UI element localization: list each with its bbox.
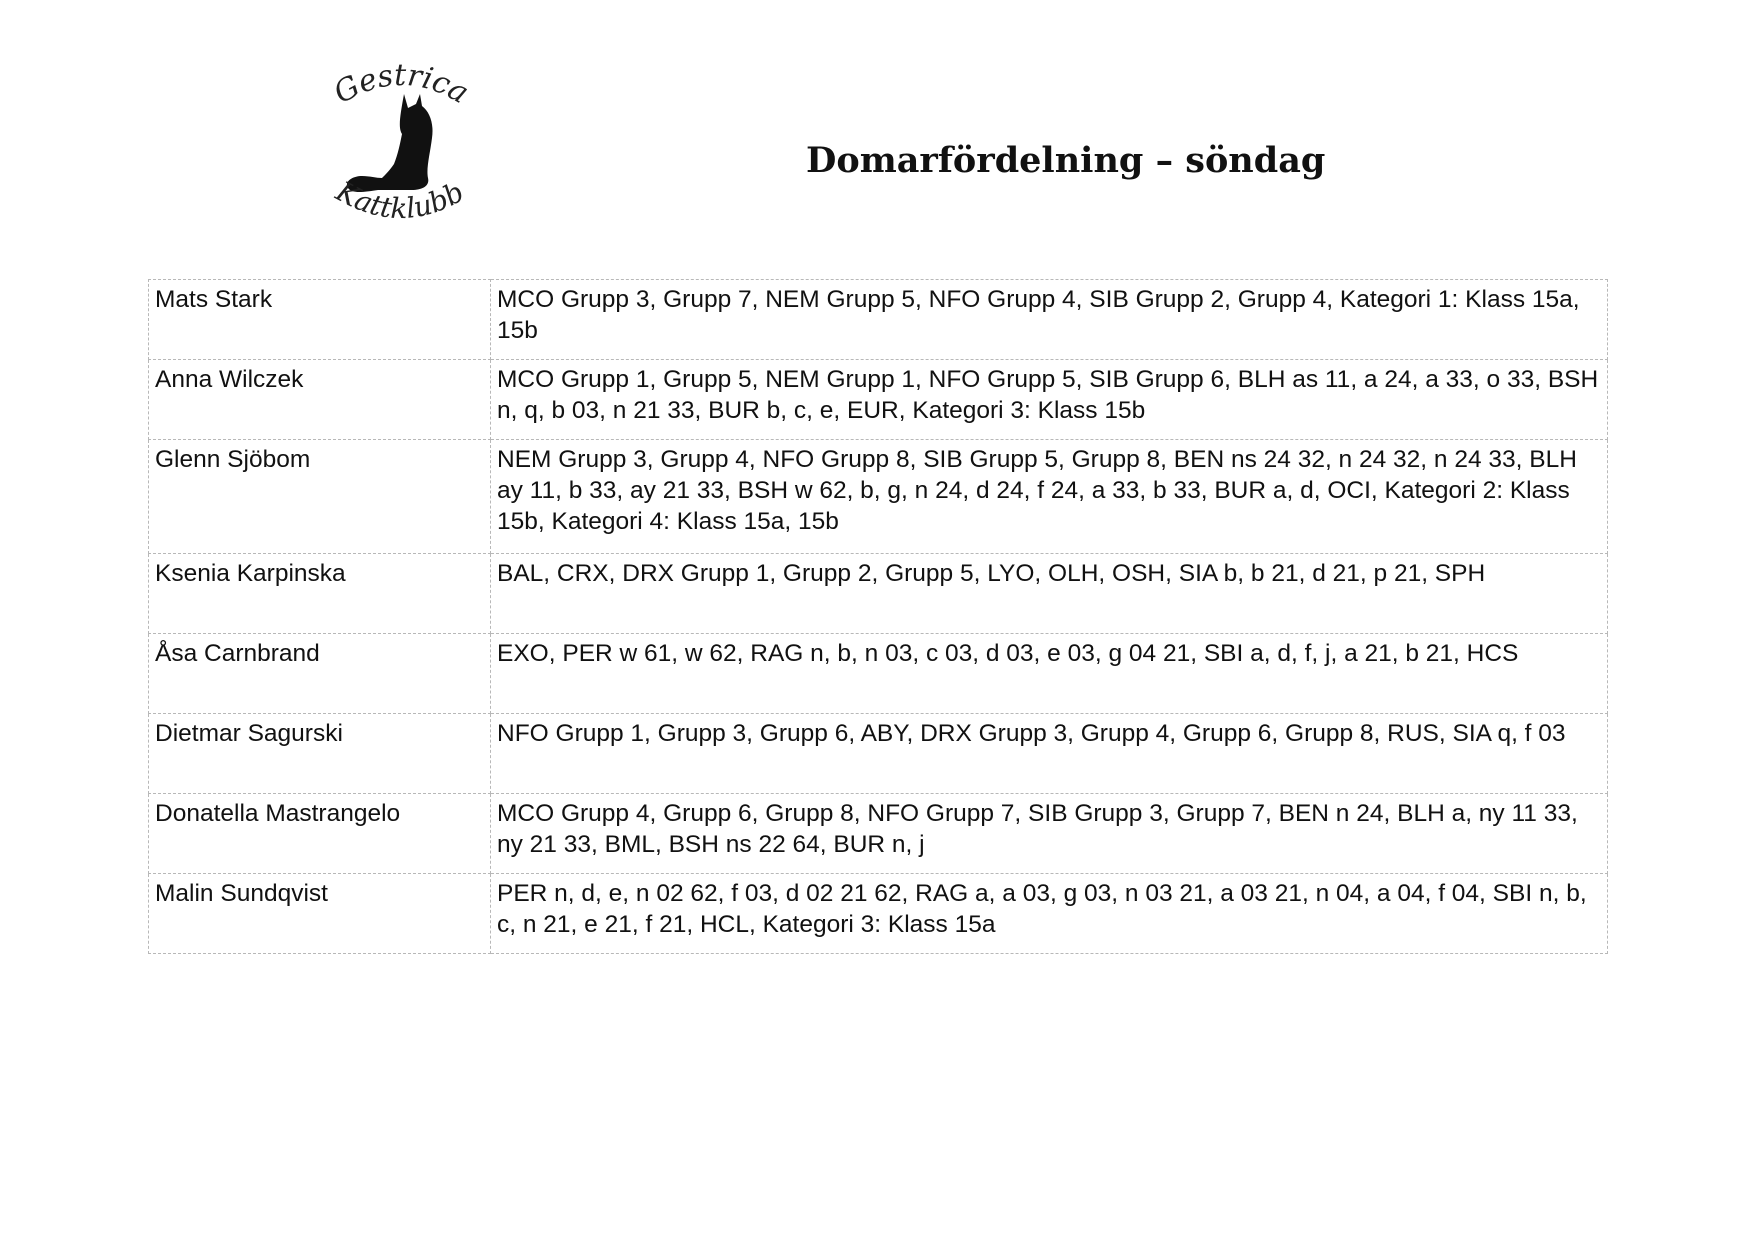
judge-assignment-table [148, 279, 1608, 954]
table-row [149, 794, 1608, 874]
svg-text:Kattklubb: Kattklubb [330, 174, 470, 226]
table-row [149, 714, 1608, 794]
club-logo [318, 64, 488, 234]
table-row [149, 554, 1608, 634]
table-row [149, 280, 1608, 360]
table-row [149, 440, 1608, 554]
judge-name: Malin Sundqvist [149, 874, 491, 954]
judge-assignment: MCO Grupp 3, Grupp 7, NEM Grupp 5, NFO Grupp 4, SIB Grupp 2, Grupp 4, Kategori 1: Klass 15a, 15b [491, 280, 1608, 360]
cat-silhouette-icon [318, 64, 488, 234]
judge-assignment: NEM Grupp 3, Grupp 4, NFO Grupp 8, SIB Grupp 5, Grupp 8, BEN ns 24 32, n 24 32, n 24 33, BLH ay 11, b 33, ay 21 33, BSH w 62, b, g, n 24, d 24, f 24, a 33, b 33, BUR a, d, OCI, Kategori 2: Klass 15b, Kategori 4: Klass 15a, 15b [491, 440, 1608, 554]
table-row [149, 634, 1608, 714]
judge-name: Ksenia Karpinska [149, 554, 491, 634]
svg-text:Gestrica: Gestrica [328, 64, 475, 111]
judge-name: Donatella Mastrangelo [149, 794, 491, 874]
judge-assignment: MCO Grupp 1, Grupp 5, NEM Grupp 1, NFO Grupp 5, SIB Grupp 6, BLH as 11, a 24, a 33, o 33, BSH n, q, b 03, n 21 33, BUR b, c, e, EUR, Kategori 3: Klass 15b [491, 360, 1608, 440]
judge-assignment: NFO Grupp 1, Grupp 3, Grupp 6, ABY, DRX Grupp 3, Grupp 4, Grupp 6, Grupp 8, RUS, SIA q, f 03 [491, 714, 1608, 794]
table-row [149, 874, 1608, 954]
page-title: Domarfördelning – söndag [806, 140, 1326, 181]
judge-name: Mats Stark [149, 280, 491, 360]
judge-name: Åsa Carnbrand [149, 634, 491, 714]
judge-assignment: PER n, d, e, n 02 62, f 03, d 02 21 62, RAG a, a 03, g 03, n 03 21, a 03 21, n 04, a 04, f 04, SBI n, b, c, n 21, e 21, f 21, HCL, Kategori 3: Klass 15a [491, 874, 1608, 954]
judge-assignment: EXO, PER w 61, w 62, RAG n, b, n 03, c 03, d 03, e 03, g 04 21, SBI a, d, f, j, a 21, b 21, HCS [491, 634, 1608, 714]
table-row [149, 360, 1608, 440]
judge-name: Anna Wilczek [149, 360, 491, 440]
judge-assignment: BAL, CRX, DRX Grupp 1, Grupp 2, Grupp 5, LYO, OLH, OSH, SIA b, b 21, d 21, p 21, SPH [491, 554, 1608, 634]
judge-assignment: MCO Grupp 4, Grupp 6, Grupp 8, NFO Grupp 7, SIB Grupp 3, Grupp 7, BEN n 24, BLH a, ny 11 33, ny 21 33, BML, BSH ns 22 64, BUR n, j [491, 794, 1608, 874]
judge-name: Dietmar Sagurski [149, 714, 491, 794]
judge-name: Glenn Sjöbom [149, 440, 491, 554]
